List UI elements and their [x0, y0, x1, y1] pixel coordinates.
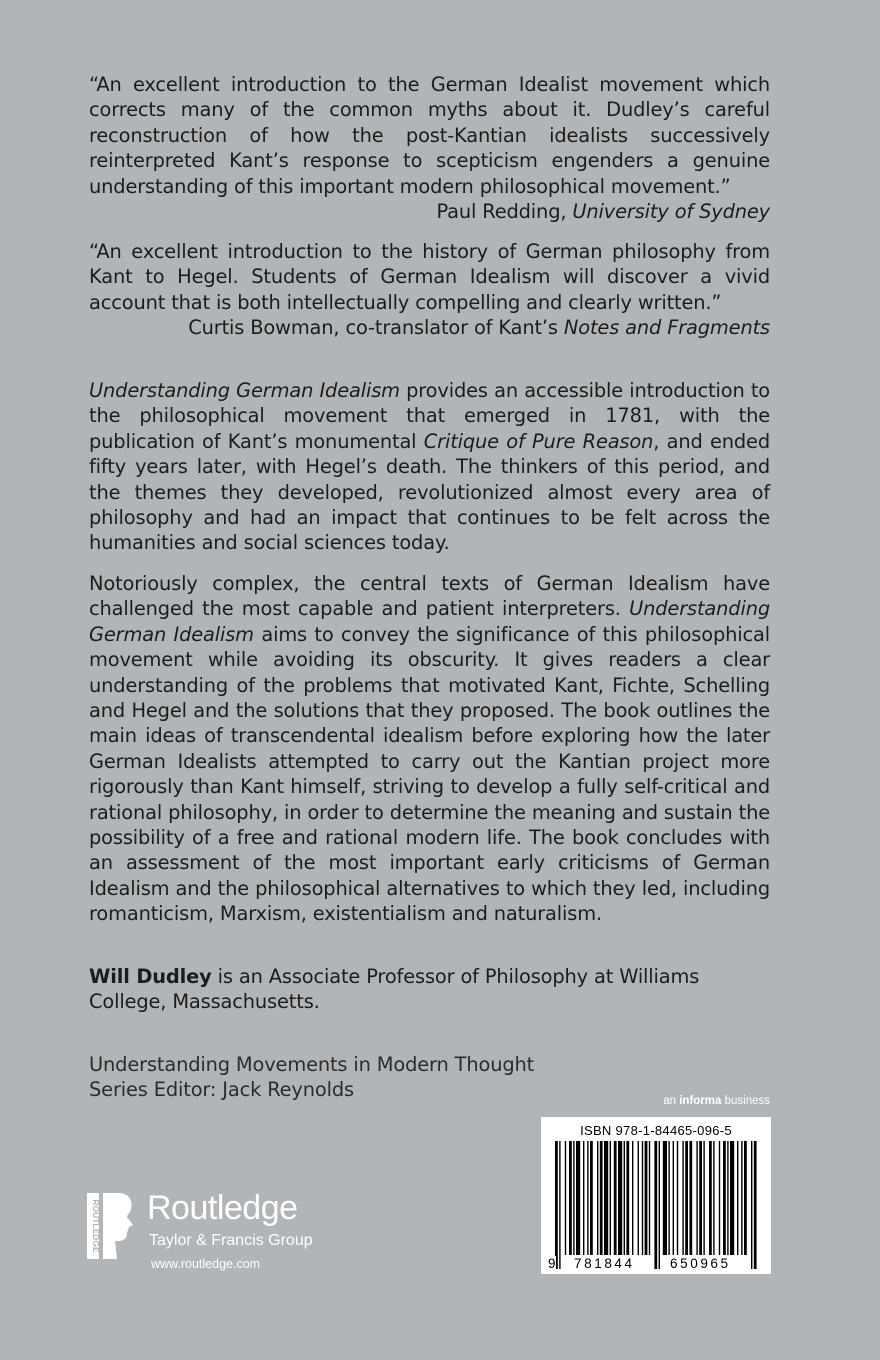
barcode-bar: [632, 1141, 633, 1255]
book-title: Understanding German Idealism: [89, 379, 400, 402]
publisher-group: Taylor & Francis Group: [149, 1232, 313, 1249]
quote-1-author: Paul Redding,: [436, 200, 573, 224]
barcode-bar: [583, 1141, 584, 1255]
barcode-bar: [597, 1141, 598, 1255]
barcode-bar: [699, 1141, 702, 1255]
publisher-url[interactable]: www.routledge.com: [151, 1257, 261, 1271]
barcode-bar: [565, 1141, 566, 1255]
barcode-bar: [719, 1141, 720, 1255]
description-paragraph-1: [89, 378, 770, 556]
barcode-bar: [573, 1141, 574, 1255]
barcode-bar: [649, 1141, 650, 1255]
barcode-bar: [663, 1141, 667, 1255]
paragraph-2-text-b: aims to convey the significance of this philosophical movement while avoiding its obscurity. It gives readers a clear understanding of the problems that motivated Kant, Fichte, Schelling and Hegel and the solutions that they proposed. The book outlines the main ideas of transcendental idealism before exploring how the later German Idealists attempted to carry out the Kantian project more rigorously than Kant himself, striving to develop a fully self-critical and rational philosophy, in order to determine the meaning and sustain the possibility of a free and rational modern life. The book concludes with an assessment of the most important early criticisms of German Idealism and the philosophical alternatives to which they led, including romanticism, Marxism, existentialism and naturalism.: [89, 622, 770, 926]
barcode-bar: [730, 1141, 734, 1255]
paragraph-2-text-a: Notoriously complex, the central texts of German Idealism have challenged the most capable and patient interpreters.: [89, 572, 770, 621]
quote-1-attribution: [89, 199, 770, 224]
barcode-bar: [638, 1141, 639, 1255]
barcode-bar: [685, 1141, 688, 1255]
barcode-bar: [626, 1141, 629, 1255]
quote-1-affiliation: University of Sydney: [572, 200, 770, 224]
barcode-bar: [624, 1141, 625, 1255]
barcode-bar: [600, 1141, 603, 1255]
quote-1-text: “An excellent introduction to the German Idealist movement which corrects many of the common myths about it. Dudley’s careful reconstruction of how the post-Kantian idealists successively reinterpreted Kant’s response to scepticism engenders a genuine understanding of this important modern philosophical movement.”: [89, 73, 770, 198]
barcode-bars: [551, 1141, 763, 1269]
barcode-bar: [618, 1141, 622, 1255]
barcode-bar: [590, 1141, 593, 1255]
review-quote-2: [89, 239, 770, 341]
informa-business-tag: [630, 1095, 770, 1107]
informa-brand: informa: [679, 1095, 722, 1107]
barcode-bar: [689, 1141, 692, 1255]
series-editor: Series Editor: Jack Reynolds: [89, 1078, 354, 1101]
barcode-bar: [645, 1141, 648, 1255]
barcode-bar: [673, 1141, 674, 1255]
paragraph-1-text-a: provides an accessible introduction to the philosophical movement that emerged in 1781, with the publication of Kant’s monumental: [89, 379, 770, 453]
routledge-mark-icon: [85, 1187, 141, 1265]
barcode-bar: [569, 1141, 572, 1255]
publisher-name: Routledge: [147, 1189, 298, 1227]
paragraph-1-text-b: , and ended fifty years later, with Hegel’s death. The thinkers of this period, and the themes they developed, revolutionized almost every area of philosophy and had an impact that continues to be felt across the humanities and social sciences today.: [89, 429, 770, 555]
barcode-bar: [677, 1141, 678, 1255]
barcode-bar: [614, 1141, 617, 1255]
barcode-bar: [559, 1141, 560, 1269]
book-title-2: Understanding German Idealism: [89, 597, 770, 646]
barcode-lead-digit: 9: [548, 1256, 556, 1271]
barcode-bar: [741, 1141, 742, 1255]
barcode-bar: [696, 1141, 697, 1255]
description-paragraph-2: [89, 571, 770, 927]
barcode-bar: [744, 1141, 747, 1255]
informa-suffix: business: [721, 1095, 770, 1107]
barcode-bar: [723, 1141, 726, 1255]
barcode-bar: [654, 1141, 657, 1269]
isbn-label: ISBN 978-1-84465-096-5: [580, 1123, 732, 1138]
quote-2-work: Notes and Fragments: [563, 316, 770, 340]
barcode-bar: [659, 1141, 660, 1269]
barcode-bar: [604, 1141, 608, 1255]
isbn-barcode: [541, 1117, 771, 1274]
logo-mark-text: ROUTLEDGE: [91, 1199, 101, 1253]
author-bio-text: is an Associate Professor of Philosophy at Williams College, Massachusetts.: [89, 965, 700, 1014]
routledge-logo: [85, 1187, 345, 1277]
barcode-bar: [754, 1141, 757, 1269]
quote-2-attribution: [89, 315, 770, 340]
barcode-bar: [737, 1141, 738, 1255]
barcode-bar: [555, 1141, 558, 1269]
quote-2-author: Curtis Bowman, co-translator of Kant’s: [188, 316, 564, 340]
barcode-bar: [713, 1141, 714, 1255]
barcode-bar: [668, 1141, 669, 1255]
barcode-right-digits: 650965: [670, 1256, 731, 1271]
review-quote-1: [89, 72, 770, 224]
barcode-bar: [709, 1141, 712, 1255]
barcode-bar: [727, 1141, 728, 1255]
barcode-bar: [751, 1141, 752, 1269]
barcode-bar: [576, 1141, 580, 1255]
barcode-graphic: [551, 1141, 763, 1269]
series-name: Understanding Movements in Modern Thought: [89, 1053, 535, 1076]
barcode-bar: [610, 1141, 611, 1255]
barcode-bar: [682, 1141, 683, 1255]
barcode-bar: [587, 1141, 588, 1255]
author-bio: [89, 964, 770, 1015]
author-name: Will Dudley: [89, 965, 212, 988]
barcode-bar: [642, 1141, 643, 1255]
barcode-left-digits: 781844: [574, 1256, 635, 1271]
kant-book-title: Critique of Pure Reason: [423, 429, 654, 453]
quote-2-text: “An excellent introduction to the history of German philosophy from Kant to Hegel. Students of German Idealism will discover a vivid account that is both intellectually compelling and clearly written.”: [89, 240, 770, 314]
barcode-bar: [703, 1141, 704, 1255]
informa-prefix: an: [663, 1095, 680, 1107]
